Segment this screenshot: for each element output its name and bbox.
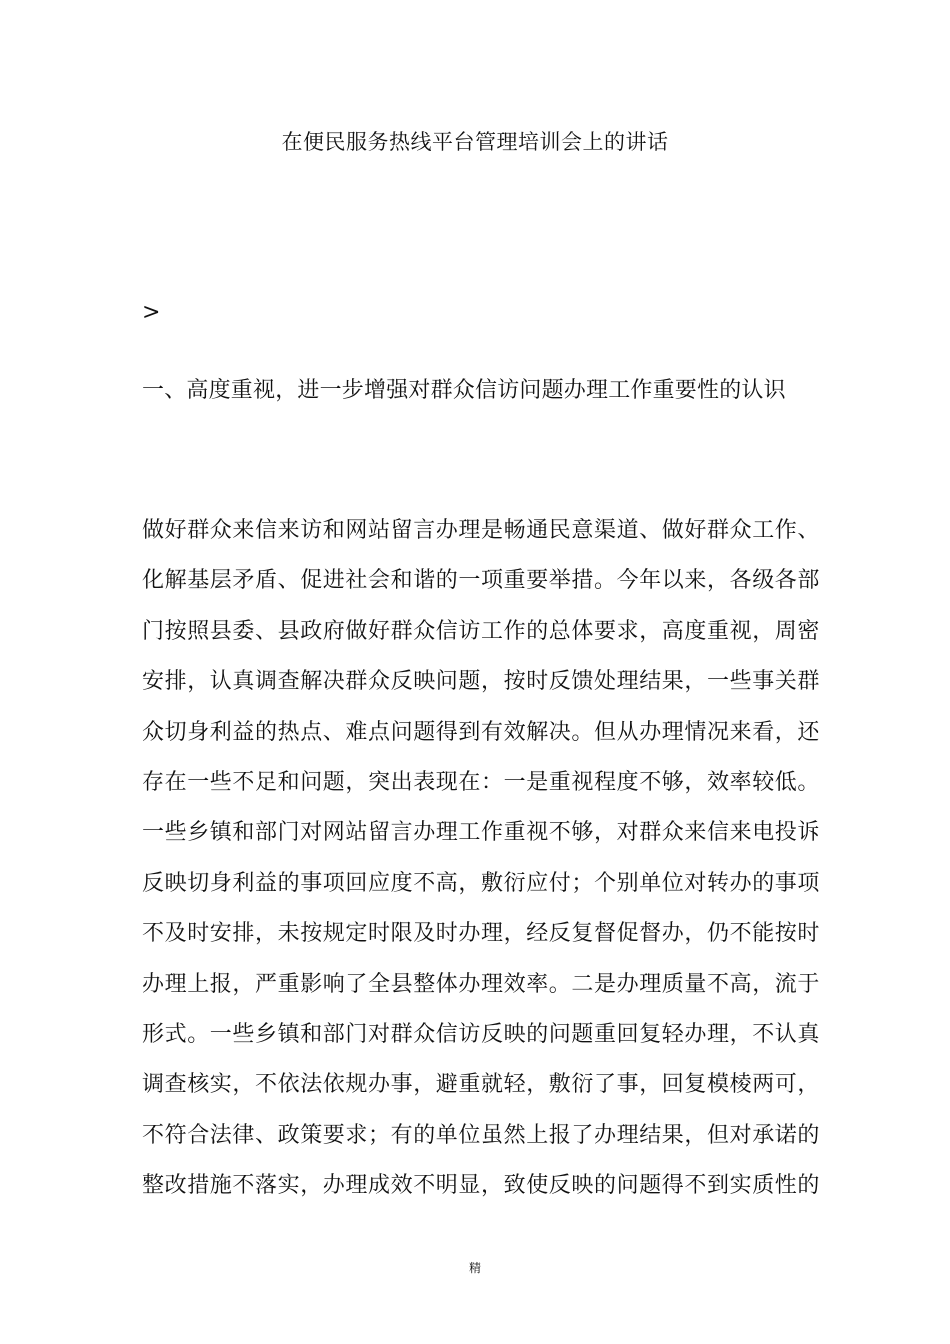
paragraph-line: 做好群众来信来访和网站留言办理是畅通民意渠道、做好群众工作、 bbox=[142, 518, 821, 543]
paragraph-line: 一些乡镇和部门对网站留言办理工作重视不够，对群众来信来电投诉 bbox=[142, 820, 821, 846]
paragraph-line: 众切身利益的热点、难点问题得到有效解决。但从办理情况来看，还 bbox=[142, 719, 821, 745]
paragraph-line: 安排，认真调查解决群众反映问题，按时反馈处理结果，一些事关群 bbox=[142, 669, 821, 695]
paragraph-line: 反映切身利益的事项回应度不高，敷衍应付；个别单位对转办的事项 bbox=[142, 870, 821, 896]
page-footer-mark: 精 bbox=[468, 1261, 481, 1275]
paragraph-line: 门按照县委、县政府做好群众信访工作的总体要求，高度重视，周密 bbox=[142, 618, 821, 644]
paragraph-line: 调查核实，不依法依规办事，避重就轻，敷衍了事，回复模棱两可， bbox=[142, 1072, 821, 1098]
paragraph-line: 整改措施不落实，办理成效不明显，致使反映的问题得不到实质性的 bbox=[142, 1173, 821, 1199]
paragraph-line: 化解基层矛盾、促进社会和谐的一项重要举措。今年以来，各级各部 bbox=[142, 568, 821, 594]
paragraph-line: 形式。一些乡镇和部门对群众信访反映的问题重回复轻办理，不认真 bbox=[142, 1021, 821, 1047]
paragraph-line: 存在一些不足和问题，突出表现在：一是重视程度不够，效率较低。 bbox=[142, 769, 821, 795]
section-heading: 一、高度重视，进一步增强对群众信访问题办理工作重要性的认识 bbox=[142, 378, 786, 403]
paragraph-line: 不符合法律、政策要求；有的单位虽然上报了办理结果，但对承诺的 bbox=[142, 1122, 821, 1148]
marker-glyph: > bbox=[142, 300, 161, 325]
body-paragraph bbox=[142, 512, 821, 1217]
document-title: 在便民服务热线平台管理培训会上的讲话 bbox=[281, 130, 669, 154]
paragraph-line: 办理上报，严重影响了全县整体办理效率。二是办理质量不高，流于 bbox=[142, 971, 821, 997]
paragraph-line: 不及时安排，未按规定时限及时办理，经反复督促督办，仍不能按时 bbox=[142, 921, 821, 947]
